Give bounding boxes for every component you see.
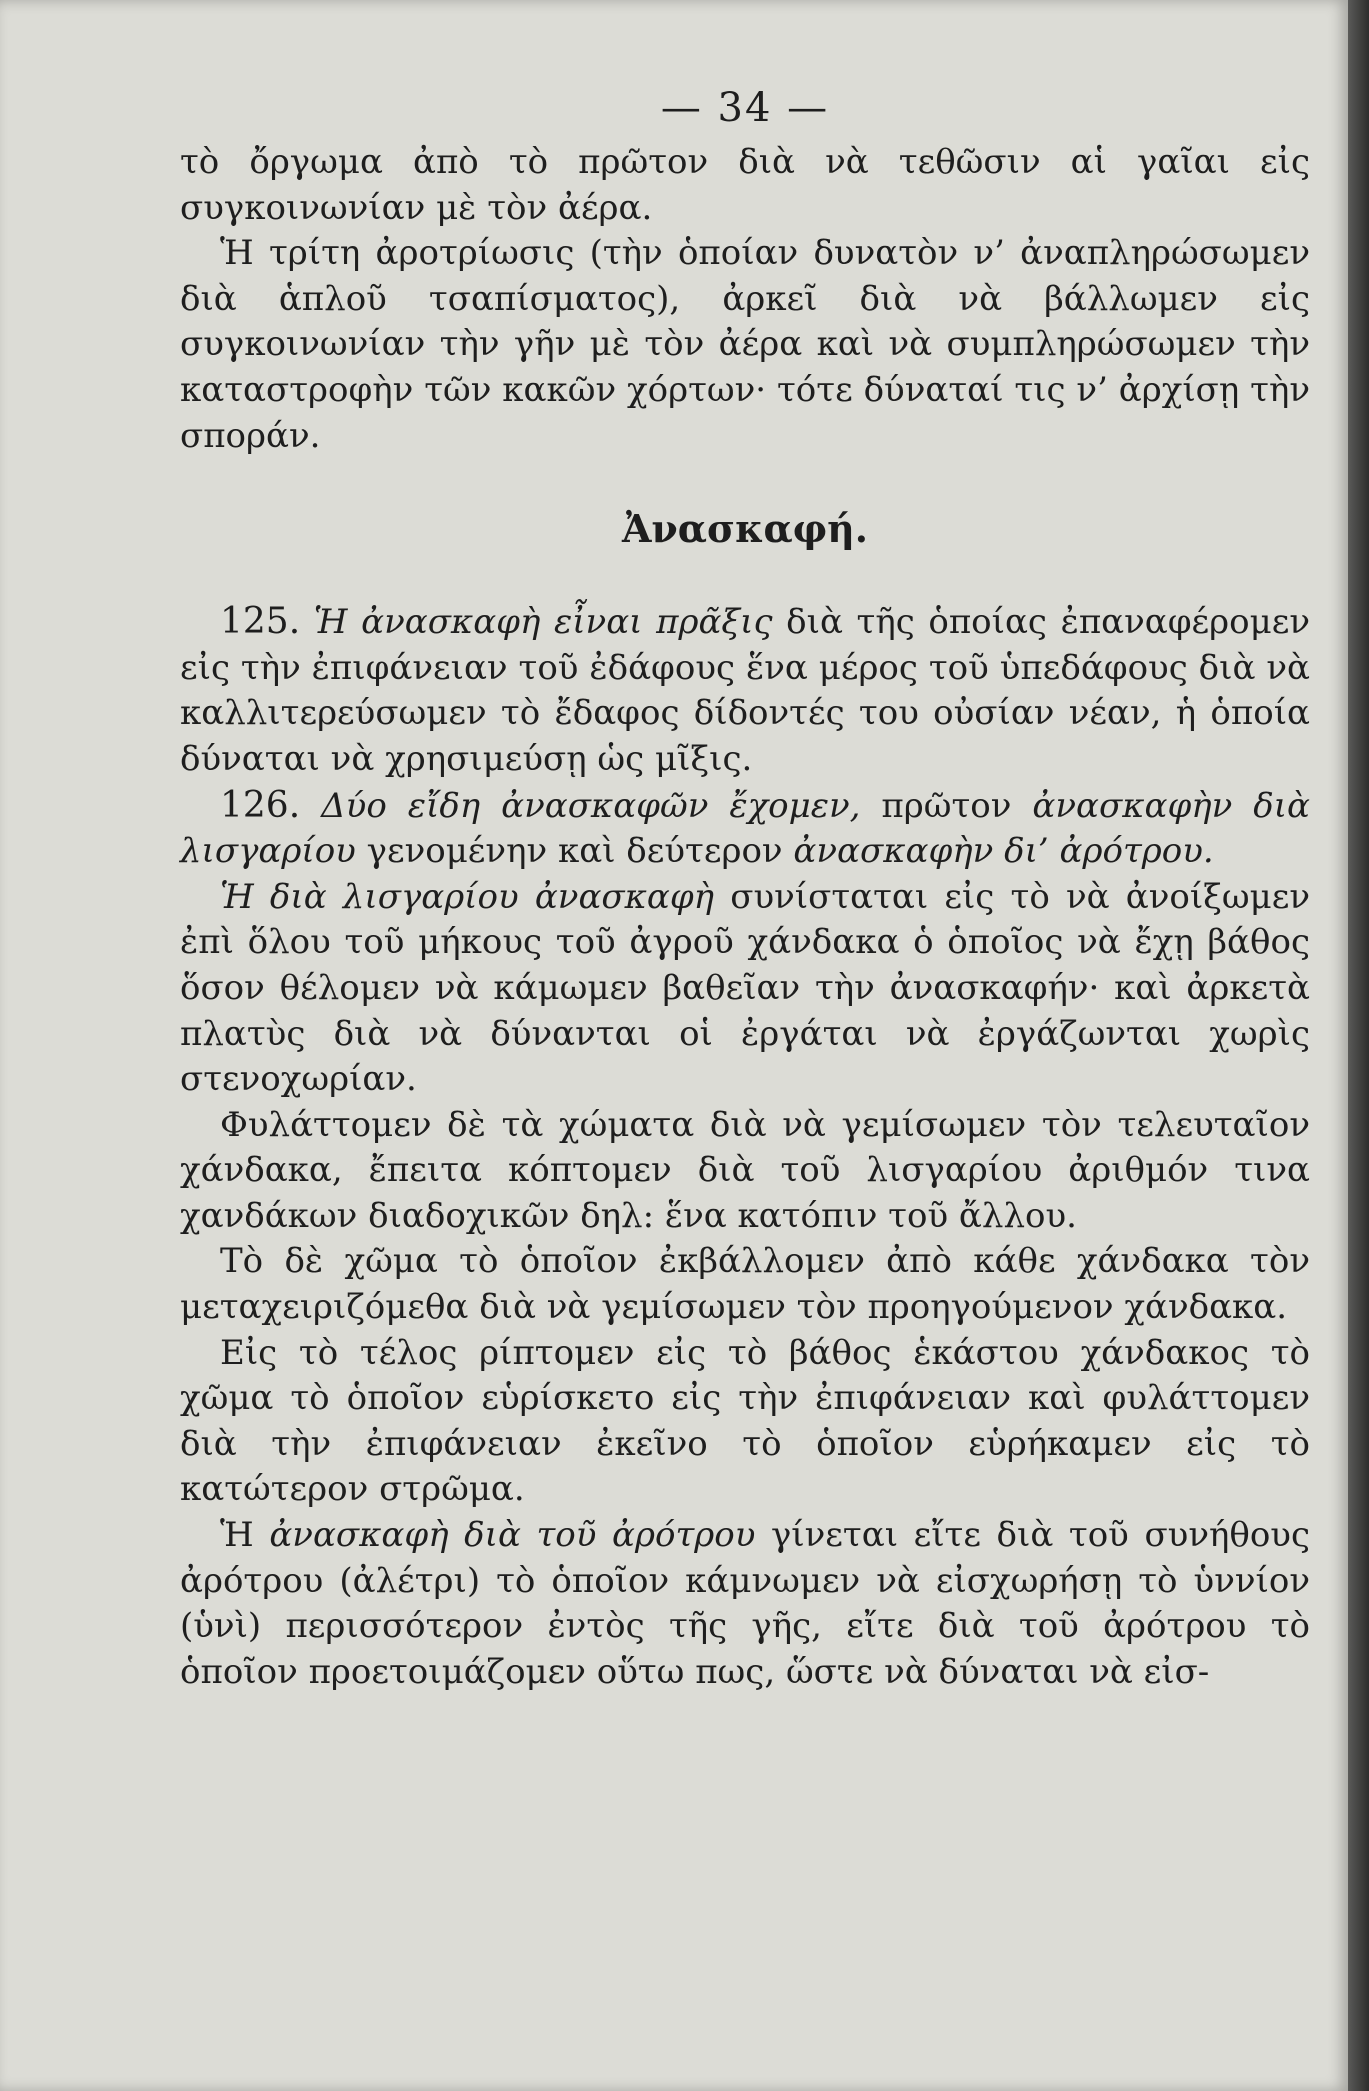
paragraph-1: τὸ ὄργωμα ἀπὸ τὸ πρῶτον διὰ νὰ τεθῶσιν αἱ γαῖαι εἰς συγκοινωνίαν μὲ τὸν ἀέρα. [180,142,1310,228]
plough-heading-italic: ἀνασκαφὴ διὰ τοῦ ἀρότρου [269,1515,756,1556]
paragraph-7: Τὸ δὲ χῶμα τὸ ὁποῖον ἐκβάλλομεν ἀπὸ κάθε χάνδακα τὸν μεταχειριζόμεθα διὰ νὰ γεμίσωμεν τὸν προηγούμενον χάνδακα. [180,1241,1310,1328]
plough-digging-italic: ἀνασκαφὴν δι’ ἀρότρου. [793,831,1214,872]
paragraph-plough-text: γίνεται εἴτε διὰ τοῦ συνήθους ἀρότρου (ἀλέτρι) τὸ ὁποῖον κάμνωμεν νὰ εἰσχωρήσῃ τὸ ὑννίον (ὑνὶ) περισσότερον ἐντὸς τῆς γῆς, εἴτε διὰ τοῦ ἀρότρου τὸ ὁποῖον προετοιμάζομεν οὕτω πως, ὥστε νὰ δύναται νὰ εἰσ- [180,1515,1311,1692]
paragraph-6: Φυλάττομεν δὲ τὰ χώματα διὰ νὰ γεμίσωμεν τὸν τελευταῖον χάνδακα, ἔπειτα κόπτομεν διὰ τοῦ λισγαρίου ἀριθμόν τινα χανδάκων διαδοχικῶν δηλ: ἕνα κατόπιν τοῦ ἄλλου. [180,1104,1310,1236]
paragraph-number-126: 126. [220,784,301,826]
paragraph-spade [180,875,1310,1103]
spade-heading-italic: Ἡ διὰ λισγαρίου ἀνασκαφὴ [220,876,715,917]
spade-digging-italic: ἀνασκαφὴν διὰ λισγαρίου [180,785,1311,872]
paragraph-2: Ἡ τρίτη ἀροτρίωσις (τὴν ὁποίαν δυνατὸν ν’ ἀναπληρώσωμεν διὰ ἁπλοῦ τσαπίσματος), ἀρκεῖ διὰ νὰ βάλλωμεν εἰς συγκοινωνίαν τὴν γῆν μὲ τὸν ἀέρα καὶ νὰ συμπληρώσωμεν τὴν καταστροφὴν τῶν κακῶν χόρτων· τότε δύναταί τις ν’ ἀρχίσῃ τὴν σποράν. [180,233,1310,456]
paragraph-126 [180,783,1310,875]
paragraph-125-text: διὰ τῆς ὁποίας ἐπαναφέρομεν εἰς τὴν ἐπιφάνειαν τοῦ ἐδάφους ἕνα μέρος τοῦ ὑπεδάφους διὰ νὰ καλλιτερεύσωμεν τὸ ἔδαφος δίδοντές του οὐσίαν νέαν, ἡ ὁποία δύναται νὰ χρησιμεύσῃ ὡς μῖξις. [180,602,1311,779]
paragraph-plough [180,1513,1310,1695]
page-text [180,80,1310,1695]
section-heading: Ἀνασκαφή. [621,506,869,552]
page-edge-shadow [1348,0,1369,2091]
paragraph-number-125: 125. [220,601,301,643]
paragraph-plough-start: Ἡ [220,1515,254,1556]
definition-italic: Ἡ ἀνασκαφὴ εἶναι πρᾶξις [313,602,773,643]
paragraph-126-text-a: πρῶτον [881,785,1012,826]
paragraph-spade-text: συνίσταται εἰς τὸ νὰ ἀνοίξωμεν ἐπὶ ὅλου τοῦ μήκους τοῦ ἀγροῦ χάνδακα ὁ ὁποῖος νὰ ἔχῃ βάθος ὅσον θέλομεν νὰ κάμωμεν βαθεῖαν τὴν ἀνασκαφήν· καὶ ἀρκετὰ πλατὺς διὰ νὰ δύνανται οἱ ἐργάται νὰ ἐργάζωνται χωρὶς στενοχωρίαν. [180,876,1311,1100]
two-kinds-italic: Δύο εἴδη ἀνασκαφῶν ἔχομεν, [321,785,861,826]
page-number: — 34 — [660,85,830,131]
paragraph-8: Εἰς τὸ τέλος ρίπτομεν εἰς τὸ βάθος ἑκάστου χάνδακος τὸ χῶμα τὸ ὁποῖον εὑρίσκετο εἰς τὴν ἐπιφάνειαν καὶ φυλάττομεν διὰ τὴν ἐπιφάνειαν ἐκεῖνο τὸ ὁποῖον εὑρήκαμεν εἰς τὸ κατώτερον στρῶμα. [180,1332,1310,1510]
paragraph-125 [180,599,1310,782]
paragraph-126-text-b: γενομένην καὶ δεύτερον [366,831,783,872]
